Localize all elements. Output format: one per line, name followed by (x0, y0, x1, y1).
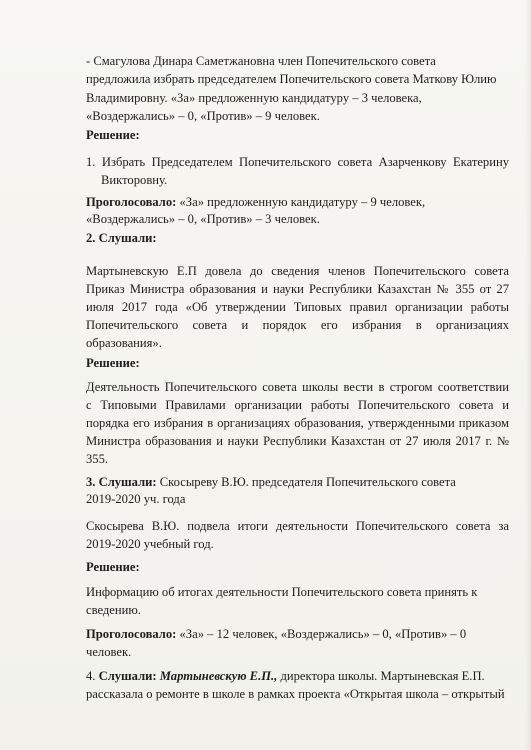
text-line: Деятельность Попечительского совета школы вести в строгом соответствии (86, 380, 509, 394)
text-line: «Воздержались» – 0, «Против» – 3 человек. (86, 212, 320, 226)
text-line: сведению. (86, 603, 141, 617)
text-line: образования». (86, 336, 162, 350)
section-heading (86, 668, 485, 684)
heading-text: Скосыреву В.Ю. председателя Попечительского совета (156, 475, 456, 489)
heading-number: 4. (86, 669, 99, 683)
heading-label: Слушали: (98, 669, 157, 683)
text-line: рассказала о ремонте в школе в рамках проекта «Открытая школа – открытый (86, 687, 505, 701)
text-line: Министра образования и науки Республики Казахстан от 27 июля 2017 г. № (86, 434, 509, 448)
text-line: человек. (86, 645, 132, 659)
text-line: Информацию об итогах деятельности Попечительского совета принять к (86, 585, 478, 599)
text-line: Скосырева В.Ю. подвела итоги деятельности Попечительского совета за (86, 519, 509, 533)
speaker-name: Мартыневскую Е.П., (156, 669, 278, 683)
section-heading: Решение: (86, 560, 140, 574)
heading-text: директора школы. Мартыневская Е.П. (277, 669, 485, 683)
text-line: Викторовну. (101, 173, 168, 187)
vote-label: Проголосовало: (86, 195, 177, 209)
text-line: 2019-2020 учебный год. (86, 537, 214, 551)
vote-label: Проголосовало: (86, 627, 177, 641)
vote-line (86, 626, 466, 642)
text-line: Мартыневскую Е.П довела до сведения членов Попечительского совета (86, 264, 509, 278)
text-line: 2019-2020 уч. года (86, 492, 186, 506)
section-heading: Решение: (86, 128, 140, 142)
page-edge-shadow (525, 0, 531, 750)
text-line: порядка его избрания в организациях образования, утвержденными приказом (86, 416, 509, 430)
vote-text: «За» предложенную кандидатуру – 9 человек, (176, 195, 426, 209)
text-line: июля 2017 года «Об утверждении Типовых правил организации работы (86, 300, 509, 314)
text-line: 1. Избрать Председателем Попечительского совета Азарченкову Екатерину (86, 155, 509, 169)
text-line: Приказ Министра образования и науки Республики Казахстан № 355 от 27 (86, 282, 509, 296)
section-heading: 2. Слушали: (86, 231, 157, 245)
text-line: с Типовыми Правилами организации работы Попечительского совета и (86, 398, 509, 412)
text-line: «Воздержались» – 0, «Против» – 9 человек. (86, 109, 320, 123)
heading-label: 3. Слушали: (86, 475, 157, 489)
text-line: Попечительского совета и порядок его избрания в организациях (86, 318, 509, 332)
text-line: Владимировну. «За» предложенную кандидатуру – 3 человека, (86, 91, 422, 105)
section-heading (86, 474, 456, 490)
vote-line (86, 194, 425, 210)
section-heading: Решение: (86, 356, 140, 370)
text-line: - Смагулова Динара Саметжановна член Попечительского совета (86, 54, 436, 68)
text-line: 355. (86, 452, 109, 466)
text-line: предложила избрать председателем Попечительского совета Маткову Юлию (86, 72, 497, 86)
vote-text: «За» – 12 человек, «Воздержались» – 0, «Против» – 0 (176, 627, 467, 641)
